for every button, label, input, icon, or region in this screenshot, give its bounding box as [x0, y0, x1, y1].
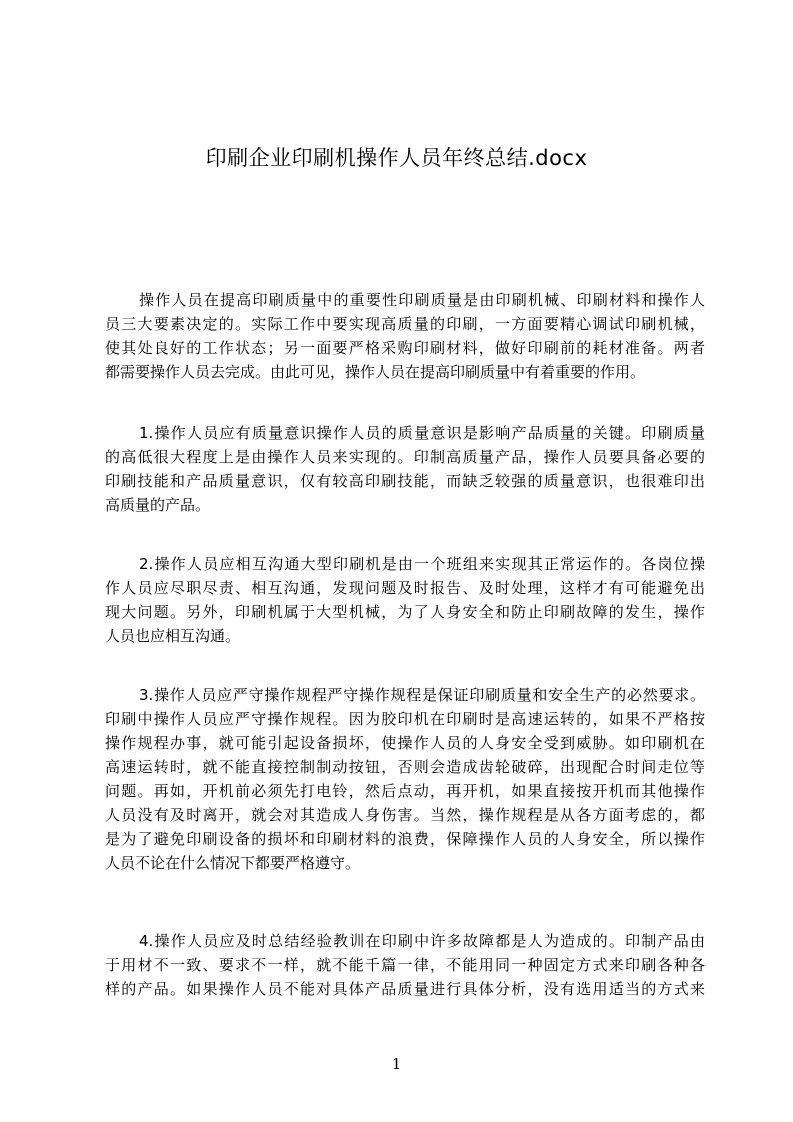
paragraph-line: 员三大要素决定的。实际工作中要实现高质量的印刷，一方面要精心调试印刷机械，: [105, 315, 705, 333]
document-title: 印刷企业印刷机操作人员年终总结.docx: [205, 146, 588, 170]
paragraph-line: 印刷中操作人员应严守操作规程。因为胶印机在印刷时是高速运转的，如果不严格按: [105, 710, 705, 728]
paragraph-line: 都需要操作人员去完成。由此可见，操作人员在提高印刷质量中有着重要的作用。: [105, 363, 646, 381]
paragraph-line: 4.操作人员应及时总结经验教训在印刷中许多故障都是人为造成的。印制产品由: [139, 932, 705, 950]
paragraph-line: 印刷技能和产品质量意识，仅有较高印刷技能，而缺乏较强的质量意识，也很难印出: [105, 472, 705, 490]
paragraph-line: 人员也应相互沟通。: [105, 627, 241, 645]
paragraph-line: 高速运转时，就不能直接控制制动按钮，否则会造成齿轮破碎，出现配合时间走位等: [105, 758, 705, 776]
paragraph-line: 是为了避免印刷设备的损坏和印刷材料的浪费，保障操作人员的人身安全，所以操作: [105, 830, 705, 848]
paragraph-line: 人员不论在什么情况下都要严格遵守。: [105, 854, 361, 872]
paragraph-line: 人员没有及时离开，就会对其造成人身伤害。当然，操作规程是从各方面考虑的，都: [105, 806, 705, 824]
paragraph-section-2: [105, 552, 705, 648]
paragraph-line: 操作人员在提高印刷质量中的重要性印刷质量是由印刷机械、印刷材料和操作人: [139, 291, 705, 309]
paragraph-line: 3.操作人员应严守操作规程严守操作规程是保证印刷质量和安全生产的必然要求。: [139, 686, 705, 704]
paragraph-intro: [105, 288, 705, 384]
paragraph-section-4: [105, 929, 705, 1001]
paragraph-section-1: [105, 421, 705, 517]
paragraph-line: 于用材不一致、要求不一样，就不能千篇一律，不能用同一种固定方式来印刷各种各: [105, 956, 705, 974]
paragraph-line: 使其处良好的工作状态；另一面要严格采购印刷材料，做好印刷前的耗材准备。两者: [105, 339, 705, 357]
paragraph-line: 样的产品。如果操作人员不能对具体产品质量进行具体分析，没有选用适当的方式来: [105, 980, 705, 998]
page-number: 1: [391, 1055, 402, 1073]
paragraph-line: 2.操作人员应相互沟通大型印刷机是由一个班组来实现其正常运作的。各岗位操: [139, 555, 705, 573]
paragraph-line: 的高低很大程度上是由操作人员来实现的。印制高质量产品，操作人员要具备必要的: [105, 448, 705, 466]
paragraph-line: 作人员应尽职尽责、相互沟通，发现问题及时报告、及时处理，这样才有可能避免出: [105, 579, 705, 597]
paragraph-line: 1.操作人员应有质量意识操作人员的质量意识是影响产品质量的关键。印刷质量: [139, 424, 705, 442]
paragraph-line: 操作规程办事，就可能引起设备损坏，使操作人员的人身安全受到威胁。如印刷机在: [105, 734, 705, 752]
paragraph-line: 高质量的产品。: [105, 496, 211, 514]
paragraph-section-3: [105, 683, 705, 875]
paragraph-line: 现大问题。另外，印刷机属于大型机械，为了人身安全和防止印刷故障的发生，操作: [105, 603, 705, 621]
paragraph-line: 问题。再如，开机前必须先打电铃，然后点动，再开机，如果直接按开机而其他操作: [105, 782, 705, 800]
